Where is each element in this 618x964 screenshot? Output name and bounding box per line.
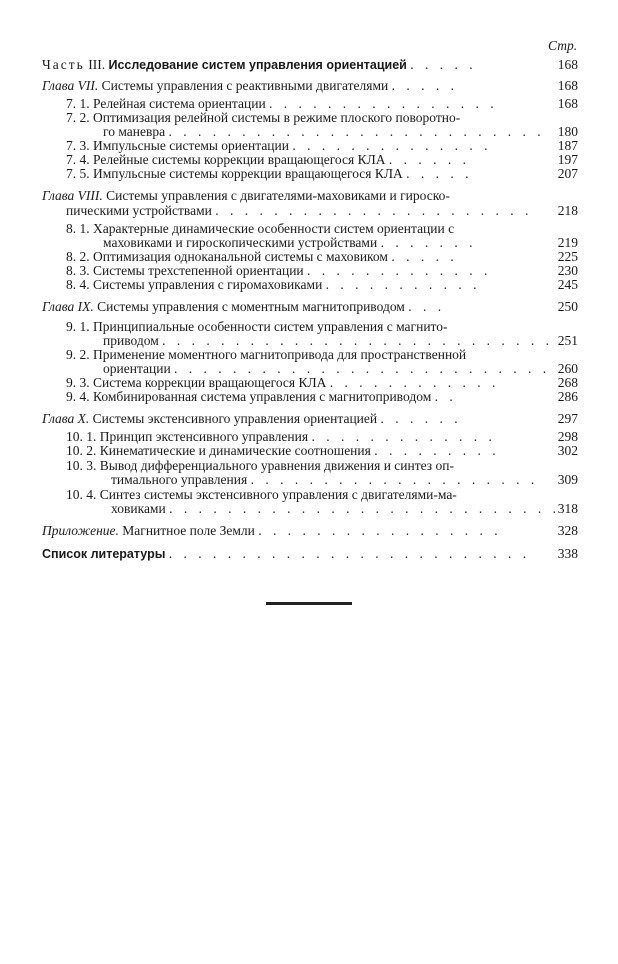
toc-page-number: 286 (557, 389, 578, 404)
toc-entry-10-4: 10. 4. Синтез системы экстенсивного управления с двигателями-ма- (66, 487, 457, 502)
toc-entry-8-2: 8. 2. Оптимизация одноканальной системы с маховиком . . . . . (66, 249, 458, 264)
toc-page-number: 219 (557, 235, 578, 250)
toc-entry-part-3: Часть III. Исследование систем управления ориентацией . . . . . (42, 57, 477, 72)
toc-page-number: 180 (557, 124, 578, 139)
toc-entry-9-2: 9. 2. Применение моментного магнитопривода для пространственной (66, 347, 467, 362)
toc-page-number: 338 (557, 546, 578, 561)
toc-entry-9-1: 9. 1. Принципиальные особенности систем управления с магнито- (66, 319, 448, 334)
toc-entry-appendix: Приложение. Магнитное поле Земли . . . . . . . . . . . . . . . . . (42, 523, 502, 538)
toc-entry-10-3: 10. 3. Вывод дифференциального уравнения движения и синтез оп- (66, 458, 454, 473)
toc-entry-8-1-cont: маховиками и гироскопическими устройствами . . . . . . . (103, 235, 477, 250)
toc-page-number: 207 (557, 166, 578, 181)
toc-page-number: 298 (557, 429, 578, 444)
toc-page-number: 245 (557, 277, 578, 292)
toc-entry-10-4-cont: ховиками . . . . . . . . . . . . . . . . . . . . . . . . . . . (111, 501, 560, 516)
toc-entry-8-4: 8. 4. Системы управления с гиромаховиками . . . . . . . . . . . (66, 277, 481, 292)
toc-entry-10-1: 10. 1. Принцип экстенсивного управления . . . . . . . . . . . . . (66, 429, 496, 444)
toc-entry-chapter-9: Глава IX. Системы управления с моментным магнитоприводом . . . (42, 299, 446, 314)
toc-entry-8-1: 8. 1. Характерные динамические особенности систем ориентации с (66, 221, 455, 236)
toc-entry-7-2: 7. 2. Оптимизация релейной системы в режиме плоского поворотно- (66, 110, 461, 125)
toc-page-number: 230 (557, 263, 578, 278)
toc-entry-9-3: 9. 3. Система коррекции вращающегося КЛА . . . . . . . . . . . . (66, 375, 500, 390)
toc-page-number: 297 (557, 411, 578, 426)
toc-page-number: 187 (557, 138, 578, 153)
toc-entry-7-5: 7. 5. Импульсные системы коррекции вращающегося КЛА . . . . . (66, 166, 473, 181)
toc-entry-9-2-cont: ориентации . . . . . . . . . . . . . . . . . . . . . . . . . . (103, 361, 551, 376)
toc-entry-8-3: 8. 3. Системы трехстепенной ориентации . . . . . . . . . . . . . (66, 263, 492, 278)
toc-entry-10-3-cont: тимального управления . . . . . . . . . . . . . . . . . . . . (111, 472, 539, 487)
toc-entry-9-4: 9. 4. Комбинированная система управления с магнитоприводом . . (66, 389, 457, 404)
toc-entry-bibliography: Список литературы . . . . . . . . . . . . . . . . . . . . . . . . . (42, 546, 531, 561)
toc-page-number: 250 (557, 299, 578, 314)
toc-entry-7-2-cont: го маневра . . . . . . . . . . . . . . . . . . . . . . . . . . (103, 124, 545, 139)
toc-entry-chapter-8-cont: пическими устройствами . . . . . . . . . . . . . . . . . . . . . . (66, 203, 533, 218)
toc-entry-chapter-8: Глава VIII. Системы управления с двигателями-маховиками и гироско- (42, 188, 450, 203)
toc-entry-10-2: 10. 2. Кинематические и динамические соотношения . . . . . . . . . (66, 443, 500, 458)
toc-page-number: 225 (557, 249, 578, 264)
toc-entry-chapter-10: Глава X. Системы экстенсивного управления ориентацией . . . . . . (42, 411, 462, 426)
toc-page-number: 168 (557, 57, 578, 72)
toc-page-number: 168 (557, 78, 578, 93)
toc-page-number: 328 (557, 523, 578, 538)
toc-page-number: 260 (557, 361, 578, 376)
toc-page-number: 218 (557, 203, 578, 218)
toc-page-number: 168 (557, 96, 578, 111)
toc-page-number: 302 (557, 443, 578, 458)
toc-entry-7-1: 7. 1. Релейная система ориентации . . . . . . . . . . . . . . . . (66, 96, 498, 111)
page-column-header: Стр. (548, 38, 578, 53)
toc-page-number: 309 (557, 472, 578, 487)
toc-entry-9-1-cont: приводом . . . . . . . . . . . . . . . . . . . . . . . . . . . (103, 333, 553, 348)
end-rule (266, 602, 352, 605)
toc-page-number: 268 (557, 375, 578, 390)
toc-entry-7-3: 7. 3. Импульсные системы ориентации . . . . . . . . . . . . . . (66, 138, 492, 153)
toc-page-number: 197 (557, 152, 578, 167)
toc-entry-chapter-7: Глава VII. Системы управления с реактивными двигателями . . . . . (42, 78, 459, 93)
toc-page-number: 318 (557, 501, 578, 516)
toc-entry-7-4: 7. 4. Релейные системы коррекции вращающегося КЛА . . . . . . (66, 152, 470, 167)
toc-page-number: 251 (557, 333, 578, 348)
